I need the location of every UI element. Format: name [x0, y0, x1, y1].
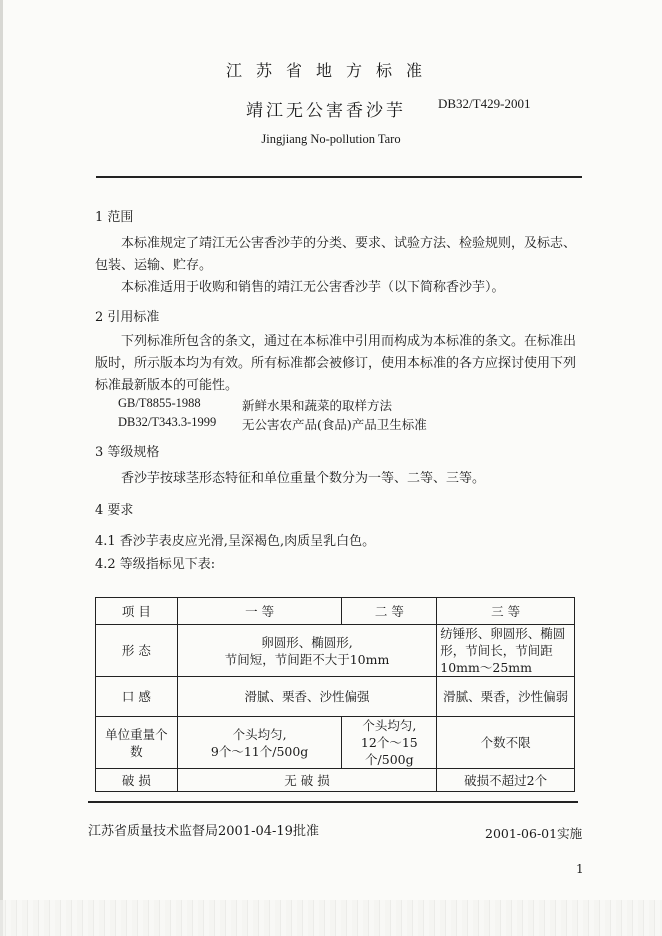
- cell-line: 节间短，节间距不大于10mm: [224, 651, 390, 667]
- section-3-para-1: 香沙芋按球茎形态特征和单位重量个数分为一等、二等、三等。: [121, 471, 486, 486]
- reference-code: DB32/T343.3-1999: [118, 415, 217, 429]
- approval-line: 江苏省质量技术监督局2001-04-19批准: [88, 824, 319, 839]
- standard-org-heading: 江苏省地方标准: [225, 61, 436, 80]
- reference-code: GB/T8855-1988: [118, 396, 201, 410]
- section-4-heading: 4 要求: [95, 503, 134, 518]
- grade-table: [95, 597, 575, 792]
- table-cell: 个数不限: [437, 717, 575, 769]
- implementation-date: 2001-06-01实施: [485, 826, 583, 841]
- document-title: 靖江无公害香沙芋: [246, 101, 406, 121]
- section-3-heading: 3 等级规格: [95, 445, 160, 460]
- cell-line: 个头均匀,: [232, 726, 287, 742]
- table-cell: 无 破 损: [177, 769, 436, 792]
- cell-line: 12个～15个/500g: [360, 735, 418, 767]
- requirement-4-1: 4.1 香沙芋表皮应光滑,呈深褐色,肉质呈乳白色。: [95, 534, 376, 549]
- row-label: 口 感: [96, 677, 178, 717]
- table-cell: 破损不超过2个: [437, 769, 575, 792]
- cell-line: 个头均匀,: [362, 718, 417, 733]
- footer-divider: [88, 801, 578, 803]
- table-header-cell: 项 目: [96, 598, 178, 625]
- table-row-count: [96, 717, 575, 769]
- table-header-row: [96, 598, 575, 625]
- section-2-heading: 2 引用标准: [95, 310, 160, 325]
- table-header-cell: 二 等: [342, 598, 437, 625]
- english-title: Jingjiang No-pollution Taro: [261, 132, 401, 146]
- cell-line: 卵圆形、椭圆形,: [261, 634, 353, 650]
- reference-name: 新鲜水果和蔬菜的取样方法: [242, 398, 393, 413]
- table-header-cell: 三 等: [437, 598, 575, 625]
- section-1-para-1: 本标准规定了靖江无公害香沙芋的分类、要求、试验方法、检验规则，及标志、包装、运输、贮存。: [95, 236, 577, 273]
- row-label: 单位重量个数: [96, 717, 178, 769]
- table-row-taste: [96, 677, 575, 717]
- row-label: 形 态: [96, 625, 178, 677]
- cell-line: 9个～11个/500g: [210, 743, 309, 759]
- section-1-heading: 1 范围: [95, 210, 134, 225]
- section-1-para-2: 本标准适用于收购和销售的靖江无公害香沙芋（以下简称香沙芋）。: [121, 280, 505, 295]
- table-cell: 滑腻、栗香、沙性偏强: [177, 677, 436, 717]
- table-cell: [177, 625, 436, 677]
- table-header-cell: 一 等: [177, 598, 342, 625]
- table-row-shape: [96, 625, 575, 677]
- table-cell: 纺锤形、卵圆形、椭圆形，节间长，节间距10mm～25mm: [437, 625, 575, 677]
- table-row-damage: [96, 769, 575, 792]
- reference-name: 无公害农产品(食品)产品卫生标准: [242, 417, 427, 432]
- scan-edge-bottom: [0, 900, 662, 936]
- requirement-4-2: 4.2 等级指标见下表:: [95, 557, 216, 572]
- table-cell: [342, 717, 437, 769]
- section-2-para-1: 下列标准所包含的条文，通过在本标准中引用而构成为本标准的条文。在标准出版时，所示版本均为有效。所有标准都会被修订，使用本标准的各方应探讨使用下列标准最新版本的可能性。: [95, 334, 577, 393]
- table-cell: [177, 717, 342, 769]
- page-number: 1: [576, 862, 584, 876]
- row-label: 破 损: [96, 769, 178, 792]
- header-divider: [96, 176, 582, 178]
- standard-number: DB32/T429-2001: [438, 96, 531, 111]
- table-cell: 滑腻、栗香，沙性偏弱: [437, 677, 575, 717]
